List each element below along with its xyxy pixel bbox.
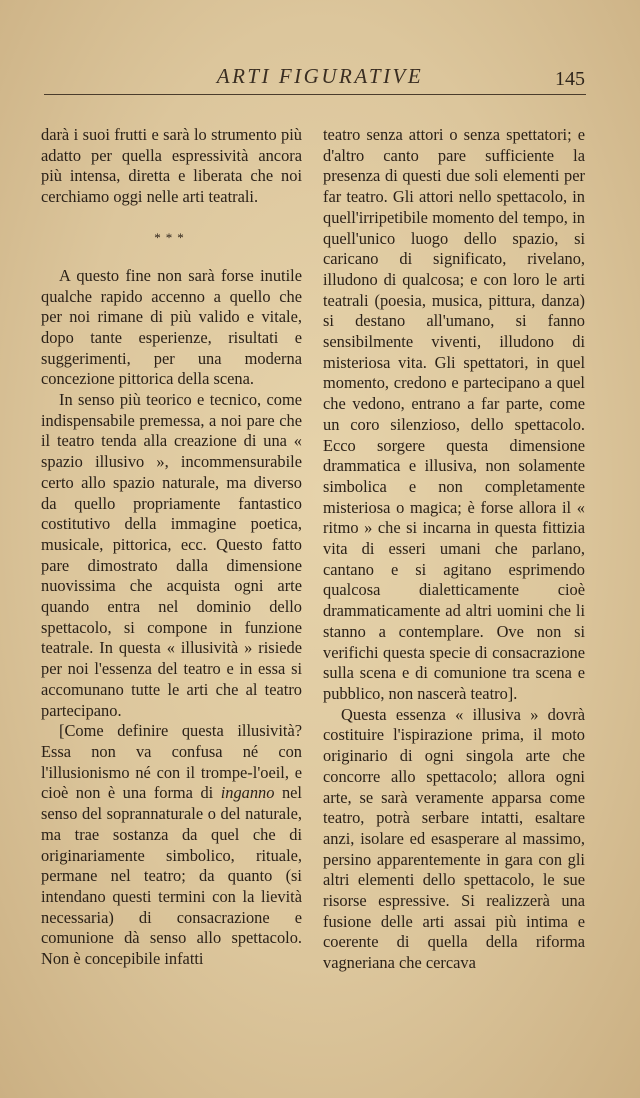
left-paragraph-2: A questo fine non sarà forse inutile qualche rapido accenno a quello che per noi rimane di più valido e vitale, dopo tante esperienze, risultati e suggerimenti, per una moderna concezione pittorica della scena. [41, 265, 302, 389]
left-paragraph-4 [41, 721, 302, 969]
page-number: 145 [555, 68, 585, 90]
left-paragraph-4-part-b: nel senso del soprannaturale o del naturale, ma trae sostanza da quel che di originariamente simbolico, rituale, permane nel teatro; da quanto (si intendano questi termini con la lievità necessaria) di consacrazione e comunione dà senso allo spettacolo. Non è concepibile infatti [41, 783, 302, 969]
section-separator: *** [154, 229, 189, 245]
right-column [323, 125, 585, 974]
left-paragraph-3: In senso più teorico e tecnico, come indispensabile premessa, a noi pare che il teatro tenda alla creazione di una « spazio illusivo », incommensurabile certo allo spazio naturale, ma diverso da quello propriamente fantastico costitutivo della immagine poetica, musicale, pittorica, ecc. Questo fatto pare dimostrato dalla dimensione nuovissima che acquista ogni arte quando entra nel dominio dello spettacolo, si compone in funzione teatrale. In questa « illusività » risiede per noi l'essenza del teatro e in essa si accomunano tutte le arti che al teatro partecipano. [41, 390, 302, 720]
right-paragraph-2: Questa essenza « illusiva » dovrà costituire l'ispirazione prima, il moto originario di ogni singola arte che concorre allo spettacolo; allora ogni arte, se sarà veramente apparsa come teatro, potrà serbare intatti, esaltare anzi, isolare ed esasperare al massimo, persino apparentemente in gara con gli altri elementi dello spettacolo, le sue risorse espressive. Si realizzerà una fusione delle arti assai più intima e coerente di quella della riforma vagneriana che cercava [323, 704, 585, 973]
emphasized-word: inganno [220, 783, 275, 803]
running-title: ARTI FIGURATIVE [216, 64, 424, 88]
left-paragraph-1: darà i suoi frutti e sarà lo strumento più adatto per quella espressività ancora più intensa, diretta e liberata che noi cerchiamo oggi nelle arti teatrali. [41, 125, 302, 207]
header-rule [44, 94, 586, 95]
right-paragraph-1: teatro senza attori o senza spettatori; e d'altro canto pare sufficiente la presenza di questi due soli elementi per far teatro. Gli attori nello spettacolo, in quell'irripetibile momento del tempo, in quell'unico luogo dello spazio, si caricano di significato, rivelano, illudono di qualcosa; e con loro le arti teatrali (poesia, musica, pittura, danza) si destano all'umano, si fanno sensibilmente viventi, illudono di misteriosa vita. Gli spettatori, in quel momento, credono e partecipano a quel che vedono, entrano a far parte, come un coro silenzioso, dello spettacolo. Ecco sorgere questa dimensione drammatica e illusiva, non solamente simbolica e non completamente misteriosa o magica; è forse allora il « ritmo » che si incarna in questa fittizia vita di esseri umani che parlano, cantano e si agitano esprimendo qualcosa dialetticamente cioè drammaticamente ad altri uomini che li stanno a contemplare. Ove non si verifichi questa specie di consacrazione sulla scena e di comunione tra scena e pubblico, non nascerà teatro]. [323, 125, 585, 703]
left-paragraph-4-part-a: [Come definire questa illusività? Essa non va confusa né con l'illusionismo né con il trompe-l'oeil, e cioè non è una forma di [41, 721, 302, 803]
left-column [41, 125, 302, 970]
